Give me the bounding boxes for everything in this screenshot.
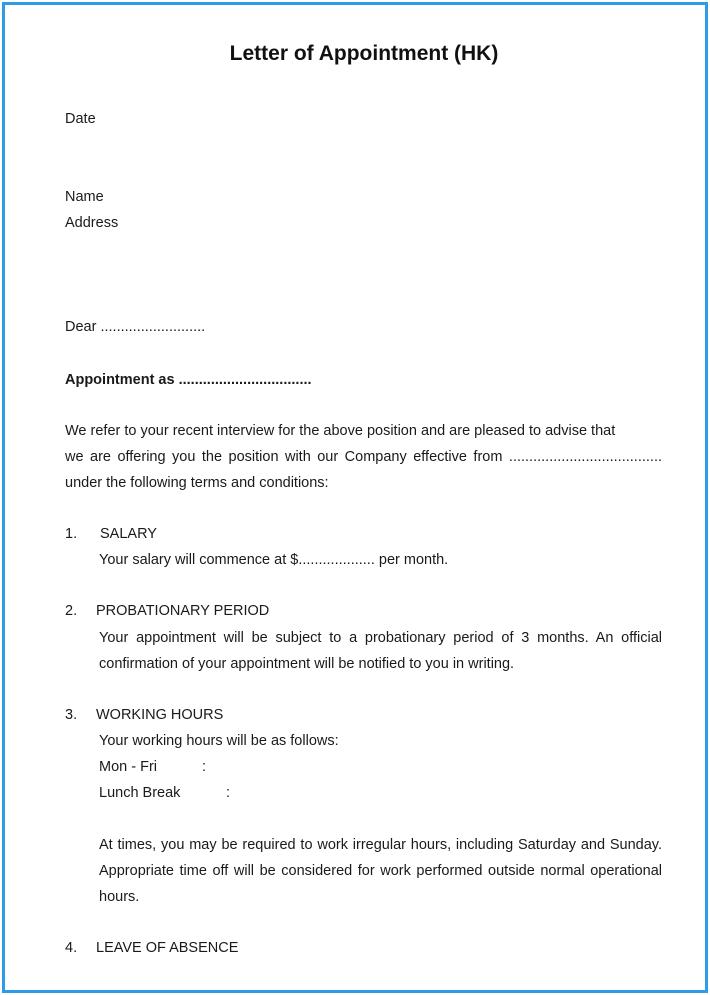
intro-line-2 <box>65 449 662 465</box>
subject-line: Appointment as ................................. <box>65 372 312 388</box>
working-hours-note-line-2-text: Appropriate time off will be considered for work performed outside normal operational <box>99 863 662 879</box>
section-heading-leave: LEAVE OF ABSENCE <box>96 940 239 956</box>
section-number: 4. <box>65 940 78 956</box>
working-hours-intro: Your working hours will be as follows: <box>99 733 339 749</box>
section-number: 2. <box>65 603 78 619</box>
section-heading-working-hours: WORKING HOURS <box>96 707 224 723</box>
schedule-label-lunch: Lunch Break <box>99 785 181 801</box>
section-heading-salary: SALARY <box>100 526 157 542</box>
probation-line-2: confirmation of your appointment will be notified to you in writing. <box>99 656 515 672</box>
salary-text: Your salary will commence at $................... per month. <box>99 552 449 568</box>
salutation: Dear .......................... <box>65 319 206 335</box>
schedule-label-mon-fri: Mon - Fri <box>99 759 157 775</box>
section-number: 1. <box>65 526 78 542</box>
document-title: Letter of Appointment (HK) <box>229 42 499 65</box>
section-number: 3. <box>65 707 78 723</box>
schedule-colon: : <box>202 759 207 775</box>
schedule-colon: : <box>226 785 231 801</box>
name-label: Name <box>65 189 104 205</box>
probation-line-1-text: Your appointment will be subject to a probationary period of 3 months. An official <box>99 630 662 646</box>
intro-line-1: We refer to your recent interview for the above position and are pleased to advise that <box>65 423 616 439</box>
section-heading-probation: PROBATIONARY PERIOD <box>96 603 270 619</box>
date-label: Date <box>65 111 96 127</box>
address-label: Address <box>65 215 119 231</box>
working-hours-note-line-2 <box>99 863 662 879</box>
working-hours-note-line-3: hours. <box>99 889 140 905</box>
intro-line-2-text: we are offering you the position with our Company effective from ...................................... <box>65 449 662 465</box>
working-hours-note-line-1-text: At times, you may be required to work irregular hours, including Saturday and Sunday. <box>99 837 662 853</box>
working-hours-note-line-1 <box>99 837 662 853</box>
probation-line-1 <box>99 630 662 646</box>
intro-line-3: under the following terms and conditions: <box>65 475 329 491</box>
